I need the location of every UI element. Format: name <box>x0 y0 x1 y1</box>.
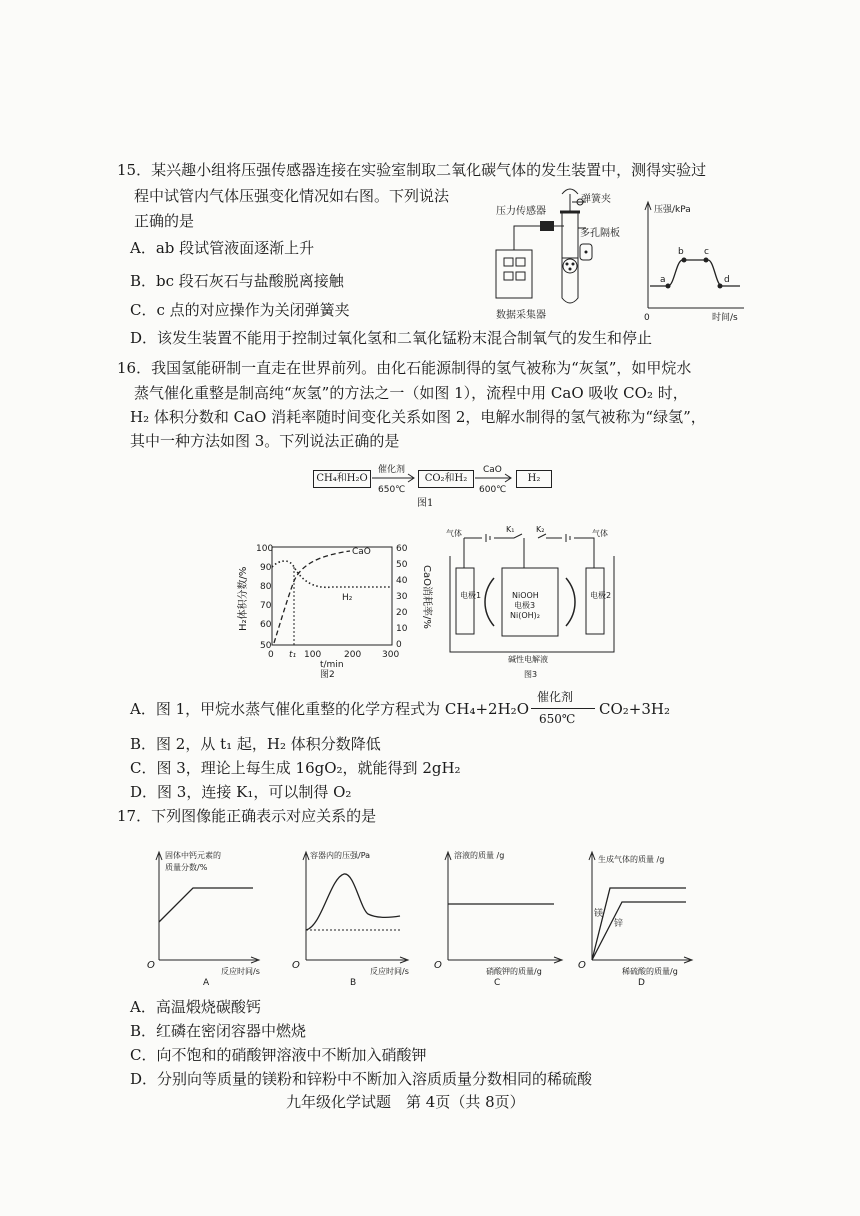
fig2-series-cao-label: CaO <box>352 547 371 557</box>
fig2-rtick-0: 0 <box>396 640 402 650</box>
graph-c-origin: O <box>434 960 442 971</box>
graph-a-ylabel-2: 质量分数/% <box>165 863 208 872</box>
q16-option-b: B．图 2，从 t₁ 起，H₂ 体积分数降低 <box>130 735 381 753</box>
q15-stem-line1: 15．某兴趣小组将压强传感器连接在实验室制取二氧化碳气体的发生装置中，测得实验过 <box>117 161 707 179</box>
fig1-arrow1-catalyst: 催化剂 <box>378 465 406 475</box>
fig3-gas-left: 气体 <box>446 529 462 538</box>
q15-option-b: B．bc 段石灰石与盐酸脱离接触 <box>130 272 344 290</box>
fig1-box-product: H₂ <box>516 470 552 488</box>
fig3-electrode3: 电极3 <box>514 601 536 610</box>
fig1-box-reactants: CH₄和H₂O <box>313 470 371 488</box>
q16-option-c: C．图 3，理论上每生成 16gO₂，就能得到 2gH₂ <box>130 759 461 777</box>
label-c: c <box>704 247 709 257</box>
fig2-rtick-60: 60 <box>396 544 408 554</box>
graph-d-mg-curve <box>592 888 686 960</box>
fig2-ylabel-left: H₂体积分数/% <box>238 566 249 631</box>
fig2-rtick-50: 50 <box>396 560 408 570</box>
q17-graph-d <box>578 848 718 988</box>
graph-b-curve <box>306 874 400 930</box>
graph-d-letter: D <box>638 978 645 988</box>
q17-graph-b <box>292 848 422 988</box>
fig3-k1: K₁ <box>506 525 515 534</box>
graph-a-letter: A <box>203 978 210 988</box>
graph-d-mg-label: 镁 <box>594 909 604 919</box>
graph-a-ylabel-1: 固体中钙元素的 <box>165 851 221 860</box>
fig2-h2-curve <box>272 561 392 587</box>
graph-d-zn-label: 锌 <box>614 919 624 929</box>
graph-a-xlabel: 反应时间/s <box>221 967 260 976</box>
pressure-sensor <box>540 221 554 231</box>
label-b: b <box>678 247 684 257</box>
data-collector-box <box>496 250 532 298</box>
fig2-rtick-20: 20 <box>396 608 408 618</box>
fig2-ytick-70: 70 <box>260 601 272 611</box>
fig3-caption: 图3 <box>524 670 538 679</box>
fig2-ytick-100: 100 <box>256 544 274 554</box>
fig2-ytick-60: 60 <box>260 620 272 630</box>
fig2-xtick-0: 0 <box>268 650 274 660</box>
graph-b-ylabel: 容器内的压强/Pa <box>310 851 371 860</box>
q15-pressure-graph <box>640 198 750 322</box>
fig2-ytick-80: 80 <box>260 582 272 592</box>
fig3-nioh2: Ni(OH)₂ <box>510 611 540 620</box>
origin-label: 0 <box>644 313 650 323</box>
label-a: a <box>660 275 666 285</box>
fig2-series-h2-label: H₂ <box>342 593 353 603</box>
spring-clip-label: 弹簧夹 <box>581 194 611 205</box>
label-d: d <box>724 275 730 285</box>
data-collector-label: 数据采集器 <box>496 310 546 321</box>
fig1-arrow1-temp: 650℃ <box>378 485 406 495</box>
q16-option-a: A．图 1，甲烷水蒸气催化重整的化学方程式为 CH₄+2H₂O 催化剂 650℃ CO₂+3H₂ <box>130 699 670 719</box>
graph-d-origin: O <box>578 960 586 971</box>
eq-temp: 650℃ <box>539 712 576 726</box>
fig2-chart <box>232 537 432 680</box>
graph-d-zn-curve <box>592 902 686 960</box>
fig3-niooh: NiOOH <box>512 591 539 600</box>
fig2-ytick-50: 50 <box>260 641 272 651</box>
q17-graph-a <box>145 848 275 988</box>
fig3-k2: K₂ <box>536 525 545 534</box>
graph-c-letter: C <box>494 978 501 988</box>
fig2-xtick-300: 300 <box>382 650 400 660</box>
point-a <box>666 284 671 289</box>
fig2-xtick-200: 200 <box>344 650 362 660</box>
fig2-xlabel: t/min <box>320 660 344 670</box>
pressure-sensor-label: 压力传感器 <box>496 206 546 217</box>
electrode-1 <box>456 568 474 634</box>
q16-stem-line1: 16．我国氢能研制一直走在世界前列。由化石能源制得的氢气被称为“灰氢”，如甲烷水 <box>117 359 692 377</box>
fig2-xtick-t1: t₁ <box>289 650 297 660</box>
q15-apparatus-diagram <box>476 188 636 324</box>
graph-b-origin: O <box>292 960 300 971</box>
fig1-arrow-2 <box>473 462 515 495</box>
fig1-box-intermediate: CO₂和H₂ <box>418 470 474 488</box>
fig1-caption: 图1 <box>417 498 434 509</box>
q15-option-c: C．c 点的对应操作为关闭弹簧夹 <box>130 301 350 319</box>
point-c <box>704 258 709 263</box>
q17-stem: 17．下列图像能正确表示对应关系的是 <box>117 807 377 825</box>
q17-option-a: A．高温煅烧碳酸钙 <box>130 998 261 1016</box>
fig2-rtick-30: 30 <box>396 592 408 602</box>
q15-option-d: D．该发生装置不能用于控制过氧化氢和二氧化锰粉末混合制氧气的发生和停止 <box>130 329 653 347</box>
q16-stem-line2: 蒸气催化重整是制高纯“灰氢”的方法之一（如图 1），流程中用 CaO 吸收 CO₂ 时， <box>134 384 688 402</box>
q15-stem-line2: 程中试管内气体压强变化情况如右图。下列说法 <box>134 187 450 205</box>
graph-a-origin: O <box>147 960 155 971</box>
fig3-electrode1-label: 电极1 <box>460 591 482 600</box>
fig2-xtick-100: 100 <box>304 650 322 660</box>
fig1-arrow2-cao: CaO <box>483 465 502 475</box>
graph-a-curve <box>159 888 253 922</box>
point-d <box>718 284 723 289</box>
fig2-caption: 图2 <box>320 670 335 680</box>
fig1-arrow2-temp: 600℃ <box>479 485 507 495</box>
eq-catalyst: 催化剂 <box>537 690 574 704</box>
fig2-cao-curve <box>274 551 350 643</box>
pressure-axis-label: 压强/kPa <box>654 205 691 215</box>
q17-option-b: B．红磷在密闭容器中燃烧 <box>130 1022 307 1040</box>
graph-b-letter: B <box>350 978 357 988</box>
page-footer: 九年级化学试题 第 4页（共 8页） <box>286 1093 525 1111</box>
q17-graph-c <box>434 848 574 988</box>
q16-option-d: D．图 3，连接 K₁，可以制得 O₂ <box>130 783 352 801</box>
fig3-electrolysis-diagram <box>442 522 622 678</box>
fig1-arrow-1 <box>370 462 418 495</box>
graph-c-xlabel: 硝酸钾的质量/g <box>486 967 542 976</box>
fig3-electrolyte: 碱性电解液 <box>508 655 548 664</box>
graph-d-xlabel: 稀硫酸的质量/g <box>622 967 678 976</box>
fig3-gas-right: 气体 <box>592 529 608 538</box>
fig2-rtick-40: 40 <box>396 576 408 586</box>
q16-stem-line4: 其中一种方法如图 3。下列说法正确的是 <box>130 432 400 450</box>
q15-option-a: A．ab 段试管液面逐渐上升 <box>130 239 315 257</box>
q16-stem-line3: H₂ 体积分数和 CaO 消耗率随时间变化关系如图 2，电解水制得的氢气被称为“绿氢”， <box>130 408 706 426</box>
q17-option-d: D．分别向等质量的镁粉和锌粉中不断加入溶质质量分数相同的稀硫酸 <box>130 1070 593 1088</box>
electrode-2 <box>586 568 604 634</box>
point-b <box>682 258 687 263</box>
graph-d-ylabel: 生成气体的质量 /g <box>598 855 665 864</box>
porous-plate-label: 多孔隔板 <box>580 228 620 239</box>
fig2-ytick-90: 90 <box>260 563 272 573</box>
graph-b-xlabel: 反应时间/s <box>370 967 409 976</box>
q17-option-c: C．向不饱和的硝酸钾溶液中不断加入硝酸钾 <box>130 1046 427 1064</box>
time-axis-label: 时间/s <box>712 313 738 323</box>
graph-c-ylabel: 溶液的质量 /g <box>454 851 505 860</box>
q15-stem-line3: 正确的是 <box>134 212 195 230</box>
fig2-ylabel-right: CaO消耗率/% <box>421 565 432 629</box>
fig3-electrode2-label: 电极2 <box>590 591 612 600</box>
fig2-rtick-10: 10 <box>396 624 408 634</box>
